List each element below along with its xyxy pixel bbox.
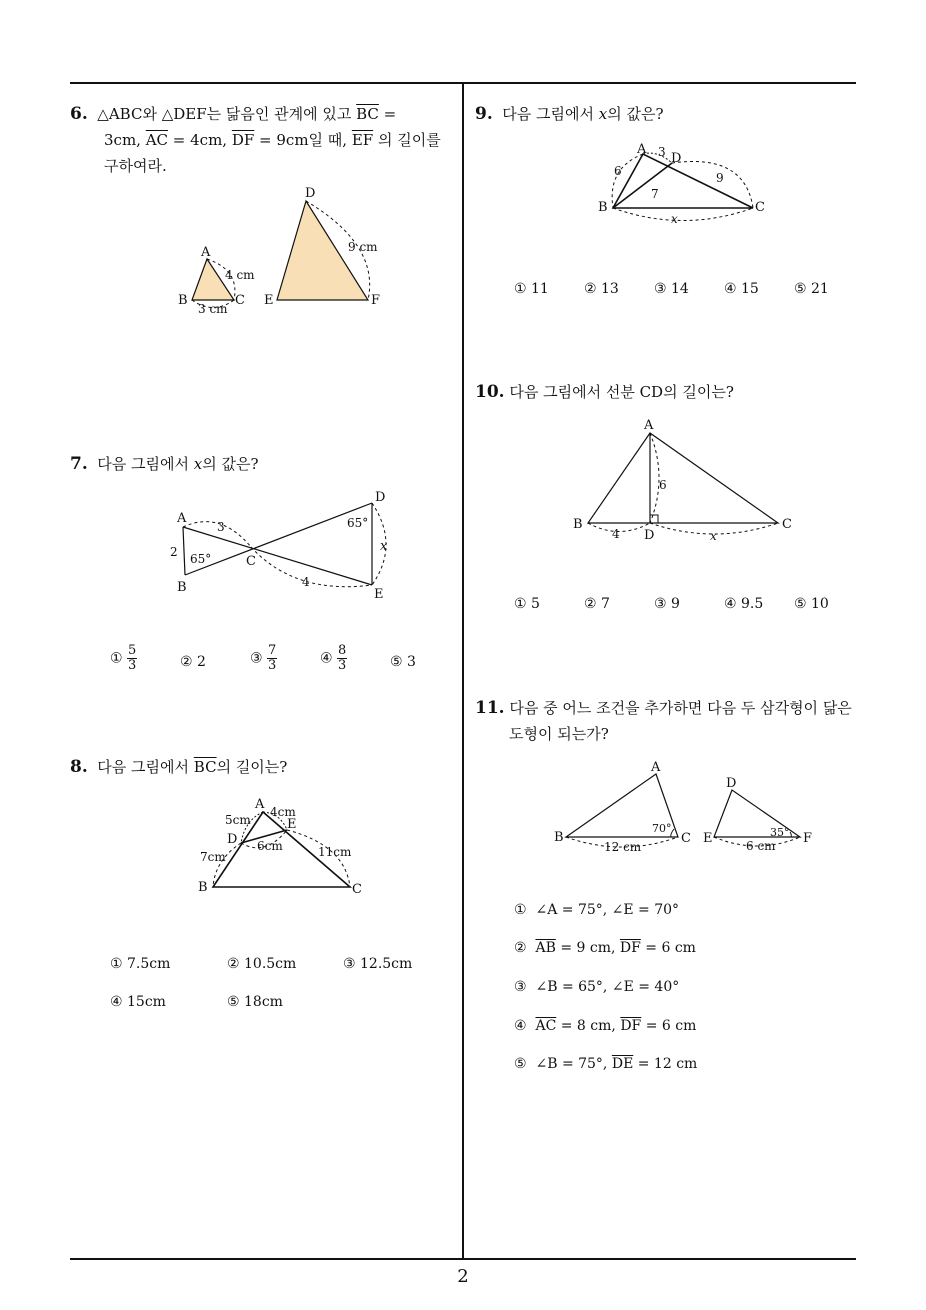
q11-choice-5-pre: ∠B = 75°,: [535, 1056, 612, 1072]
q9-choice-4[interactable]: ④ 15: [724, 281, 759, 297]
q11-text-1: 다음 중 어느 조건을 추가하면 다음 두 삼각형이 닮은: [509, 699, 852, 717]
q10-arc-ad: [650, 433, 659, 523]
q7-choice-3-numerator: 7: [268, 643, 277, 658]
q7-label-c: C: [246, 554, 256, 569]
q11-choice-3-mark: ③: [514, 979, 527, 995]
q9-arc-dc: [672, 161, 753, 208]
q9-variable-x: x: [598, 105, 608, 123]
q8-choice-2[interactable]: ② 10.5cm: [227, 956, 297, 972]
q8-length-de: 6cm: [257, 839, 283, 853]
column-divider: [462, 83, 464, 1259]
q9-length-ad: 3: [658, 145, 666, 159]
q10-triangle-abc: [588, 433, 778, 523]
q7-angle-b: 65°: [190, 552, 212, 566]
q6-label-c: C: [235, 293, 245, 308]
q6-length-ac: 4 cm: [225, 268, 255, 282]
q6-label-b: B: [178, 293, 188, 308]
q7-label-d: D: [375, 490, 386, 505]
q11-choice-4-mark: ④: [514, 1018, 527, 1034]
q8-choice-5[interactable]: ⑤ 18cm: [227, 994, 283, 1010]
q6-segment-df: $\overline{DF}$: [231, 131, 255, 149]
q11-choice-4[interactable]: [514, 1018, 696, 1034]
q7-number: 7.: [70, 454, 88, 474]
q6-text-2d: 의 길이를: [373, 131, 441, 149]
q6-text-1a: △ABC와 △DEF는 닮음인 관계에 있고: [97, 105, 357, 123]
q11-label-d: D: [726, 776, 737, 791]
q11-choice-5[interactable]: [514, 1056, 697, 1072]
q7-choice-1-fraction: [127, 644, 137, 673]
q11-figure: [552, 757, 822, 857]
q7-seg-ab: [183, 527, 185, 575]
q10-choice-5[interactable]: ⑤ 10: [794, 596, 829, 612]
q11-choice-3[interactable]: [514, 979, 679, 995]
q10-choice-2[interactable]: ② 7: [584, 596, 610, 612]
q7-choice-4[interactable]: [320, 644, 347, 673]
q7-label-a: A: [177, 511, 187, 526]
q7-length-ce: 4: [302, 575, 310, 589]
q8-length-ad: 5cm: [225, 813, 251, 827]
q7-choice-5-mark: ⑤: [390, 654, 403, 670]
q8-length-ae: 4cm: [270, 805, 296, 819]
q10-text: 다음 그림에서 선분 CD의 길이는?: [509, 383, 734, 401]
q7-choice-5-value: 3: [407, 654, 416, 670]
q8-label-c: C: [352, 882, 362, 897]
q11-choice-5-mark: ⑤: [514, 1056, 527, 1072]
q11-choice-4-segment-2: $\overline{DF}$: [620, 1018, 642, 1034]
q11-number: 11.: [475, 698, 505, 718]
q11-choice-2-mark: ②: [514, 940, 527, 956]
q9-length-ab: 6: [614, 164, 622, 178]
q11-choice-4-mid: = 8 cm,: [556, 1018, 621, 1034]
q6-line2: [70, 127, 456, 153]
q10-choice-4[interactable]: ④ 9.5: [724, 596, 764, 612]
q7-choice-3-denominator: 3: [268, 658, 277, 673]
q8-segment-bc: $\overline{BC}$: [193, 758, 217, 776]
q11-angle-c: 70°: [652, 822, 672, 835]
q11-choice-3-text: ∠B = 65°, ∠E = 40°: [535, 979, 680, 995]
q9-figure: [595, 138, 775, 230]
page-number: 2: [457, 1266, 469, 1287]
q11-label-e: E: [703, 831, 713, 846]
q6-label-a: A: [201, 245, 211, 260]
q11-choice-4-segment-1: $\overline{AC}$: [535, 1018, 557, 1034]
q7-choice-1[interactable]: [110, 644, 137, 673]
q7-figure: [165, 485, 400, 610]
q7-choice-4-fraction: [337, 644, 347, 673]
q7-seg-ae: [183, 527, 372, 585]
q8-choice-4[interactable]: ④ 15cm: [110, 994, 166, 1010]
q6-line3: 구하여라.: [104, 157, 167, 175]
q11-angle-f-mark: [790, 832, 791, 837]
q11-choice-2-mid: = 9 cm,: [555, 940, 620, 956]
bottom-rule: [70, 1258, 856, 1260]
q9-label-d: D: [671, 151, 682, 166]
q9-choice-2[interactable]: ② 13: [584, 281, 619, 297]
q11-label-c: C: [681, 831, 691, 846]
q7-choice-3-mark: ③: [250, 650, 263, 667]
q8-figure: [195, 795, 370, 900]
q7-text-b: 의 값은?: [202, 455, 259, 473]
q8-label-b: B: [198, 880, 208, 895]
q11-choice-1-mark: ①: [514, 902, 527, 918]
q7-choice-1-numerator: 5: [128, 643, 137, 658]
q8-length-ec: 11cm: [318, 845, 352, 859]
q11-length-ef: 6 cm: [746, 839, 776, 853]
q11-angle-f: 35°: [770, 826, 790, 839]
q6-label-d: D: [305, 186, 316, 201]
q9-arc-bc: [613, 208, 753, 221]
q10-choice-3[interactable]: ③ 9: [654, 596, 680, 612]
q6-label-f: F: [371, 293, 381, 308]
q10-length-bd: 4: [612, 527, 620, 541]
q7-choice-1-denominator: 3: [128, 658, 137, 673]
q7-length-ab: 2: [170, 545, 178, 559]
q6-text-2b: = 4cm,: [168, 131, 232, 149]
q11-choice-5-segment: $\overline{DE}$: [611, 1056, 634, 1072]
q11-length-bc: 12 cm: [604, 840, 642, 854]
q11-choice-2-segment-1: $\overline{AB}$: [535, 940, 556, 956]
question-8: [70, 754, 456, 780]
q7-length-ac: 3: [217, 520, 225, 534]
q11-choice-2-post: = 6 cm: [640, 940, 696, 956]
q11-label-f: F: [803, 831, 813, 846]
question-6: [70, 101, 456, 179]
q8-choice-1[interactable]: ① 7.5cm: [110, 956, 171, 972]
q8-text-a: 다음 그림에서: [97, 758, 194, 776]
q7-choice-5[interactable]: [390, 654, 416, 670]
q11-line1: [475, 695, 860, 721]
q7-choice-2[interactable]: [180, 654, 206, 670]
q7-choice-4-denominator: 3: [338, 658, 347, 673]
q6-label-e: E: [264, 293, 274, 308]
q10-length-dc: x: [710, 529, 717, 543]
q7-text-a: 다음 그림에서: [97, 455, 194, 473]
q7-variable-x: x: [193, 455, 203, 473]
q10-label-d: D: [644, 528, 655, 543]
q11-label-b: B: [554, 830, 564, 845]
q9-length-dc: 9: [716, 171, 724, 185]
q9-triangle-abc: [613, 154, 753, 208]
q8-label-d: D: [227, 832, 238, 847]
q8-text-b: 의 길이는?: [216, 758, 288, 776]
q7-choice-3-fraction: [267, 644, 277, 673]
q7-choice-2-value: 2: [197, 654, 206, 670]
q8-choice-3[interactable]: ③ 12.5cm: [343, 956, 413, 972]
q6-segment-ef: $\overline{EF}$: [351, 131, 374, 149]
q11-choice-2[interactable]: [514, 940, 696, 956]
question-7: [70, 451, 456, 477]
q6-length-df: 9 cm: [348, 240, 378, 254]
q11-label-a: A: [651, 760, 661, 775]
q7-length-de: x: [380, 539, 388, 554]
q6-length-bc: 3 cm: [198, 302, 228, 316]
q7-choice-1-mark: ①: [110, 650, 123, 667]
q11-choice-5-post: = 12 cm: [633, 1056, 698, 1072]
q10-figure: [570, 415, 800, 547]
q9-length-bd: 7: [651, 187, 659, 201]
q10-label-a: A: [644, 418, 654, 433]
q7-seg-bd: [185, 503, 372, 575]
q6-text-2a: 3cm,: [104, 131, 146, 149]
q9-label-b: B: [598, 200, 608, 215]
question-9: [475, 101, 855, 127]
q9-choice-1[interactable]: ① 11: [514, 281, 549, 297]
q8-label-e: E: [287, 817, 297, 832]
q9-choice-5[interactable]: ⑤ 21: [794, 281, 829, 297]
q7-angle-d: 65°: [347, 516, 369, 530]
q11-choice-4-post: = 6 cm: [641, 1018, 697, 1034]
q11-choice-1-text: ∠A = 75°, ∠E = 70°: [535, 902, 680, 918]
q10-choice-1[interactable]: ① 5: [514, 596, 540, 612]
q10-right-angle: [650, 515, 658, 523]
q6-segment-bc: $\overline{BC}$: [356, 105, 379, 123]
q7-choice-2-mark: ②: [180, 654, 193, 670]
q11-choice-1[interactable]: [514, 902, 679, 918]
q9-number: 9.: [475, 104, 493, 124]
q11-line2: 도형이 되는가?: [509, 725, 609, 743]
q7-label-e: E: [374, 587, 384, 602]
q8-length-db: 7cm: [200, 850, 226, 864]
question-11: [475, 695, 860, 747]
q9-label-a: A: [637, 142, 647, 157]
q6-number: 6.: [70, 104, 88, 124]
q7-label-b: B: [177, 580, 187, 595]
q7-choice-4-numerator: 8: [338, 643, 347, 658]
q10-length-ad: 6: [659, 478, 667, 492]
q6-figure: [170, 185, 400, 320]
q9-length-bc: x: [671, 212, 678, 226]
q9-label-c: C: [755, 200, 765, 215]
q8-label-a: A: [255, 797, 265, 812]
q6-text-2c: = 9cm일 때,: [254, 131, 352, 149]
q11-choice-2-segment-2: $\overline{DF}$: [619, 940, 641, 956]
q9-seg-bd: [613, 163, 672, 208]
q7-choice-3[interactable]: [250, 644, 277, 673]
q6-text-1b: =: [378, 105, 397, 123]
q7-choice-4-mark: ④: [320, 650, 333, 667]
q9-text-b: 의 값은?: [607, 105, 664, 123]
q6-segment-ac: $\overline{AC}$: [145, 131, 169, 149]
q10-number: 10.: [475, 382, 505, 402]
q8-number: 8.: [70, 757, 88, 777]
q10-label-b: B: [573, 517, 583, 532]
q10-label-c: C: [782, 517, 792, 532]
q9-text-a: 다음 그림에서: [502, 105, 599, 123]
q6-line1: [70, 101, 456, 127]
question-10: [475, 379, 855, 405]
q9-choice-3[interactable]: ③ 14: [654, 281, 689, 297]
